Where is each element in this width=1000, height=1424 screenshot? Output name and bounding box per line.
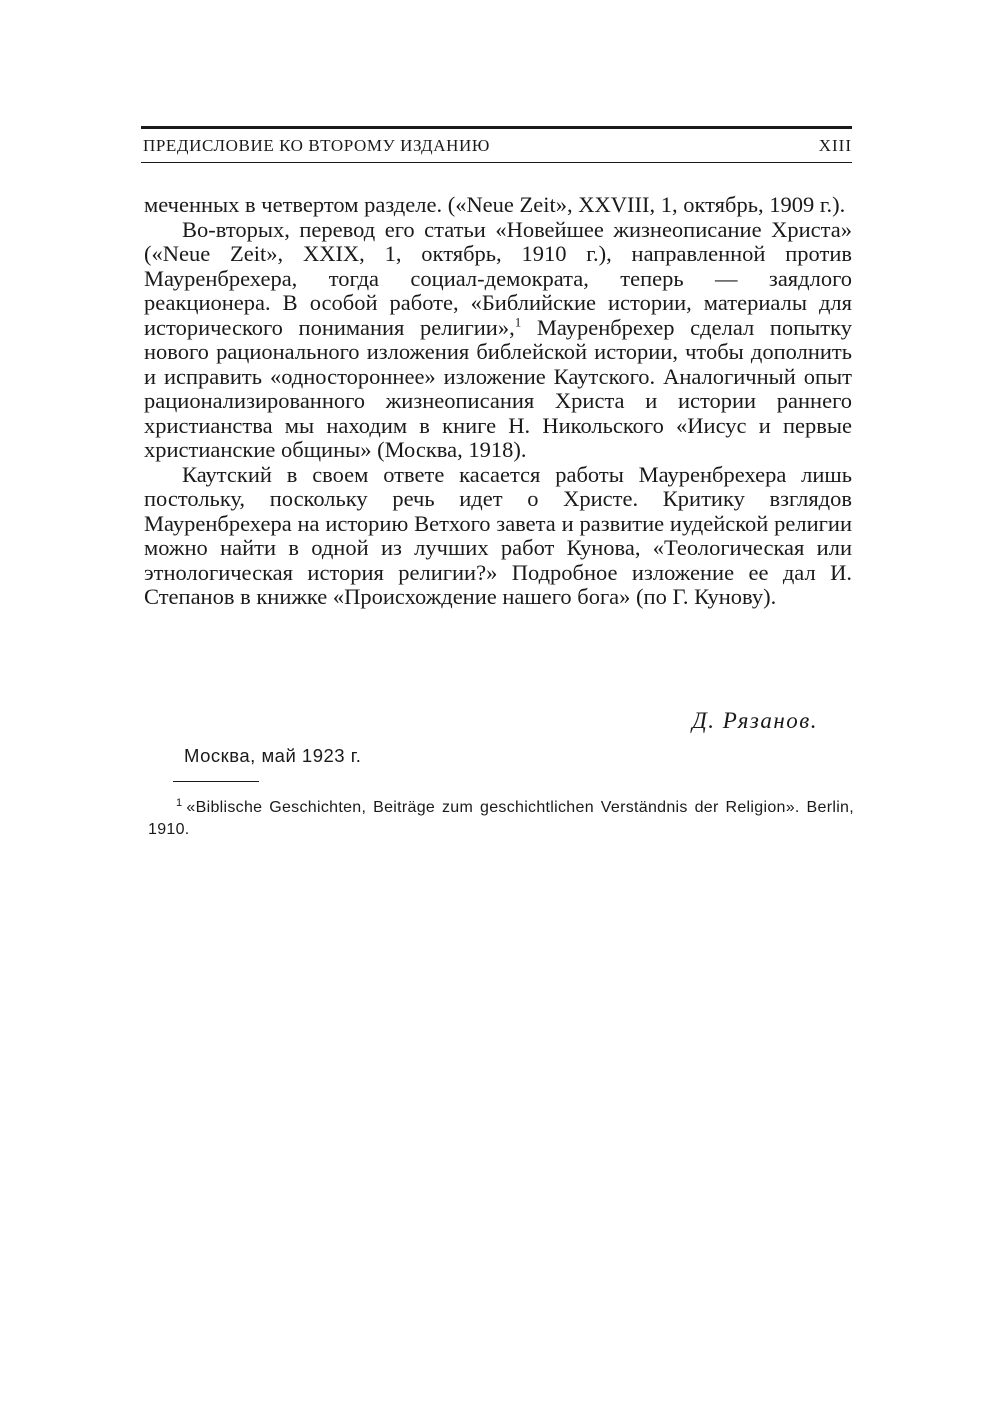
page-number: XIII bbox=[818, 136, 852, 155]
running-title: ПРЕДИСЛОВИЕ КО ВТОРОМУ ИЗДАНИЮ bbox=[143, 136, 490, 155]
body-text bbox=[144, 193, 852, 610]
paragraph-text: Каутский в своем ответе касается работы Мауренбрехера лишь постольку, поскольку речь идет о Христе. Критику взглядов Мауренбрехера на историю Ветхого завета и развитие иудейской религии можно найти в одной из лучших работ Кунова, «Теологическая или этнологическая история религии?» Подробное изложение ее дал И. Степанов в книжке «Происхождение нашего бога» (по Г. Кунову). bbox=[144, 461, 852, 609]
author-signature: Д. Рязанов. bbox=[692, 708, 818, 733]
paragraph-second-point bbox=[144, 218, 852, 463]
paragraph-text: Мауренбрехер сделал попытку нового рационального изложения библейской истории, чтобы дополнить и исправить «одностороннее» изложение Каутского. Аналогичный опыт рационализированного жизнеописания Христа и истории раннего христианства мы находим в книге Н. Никольского «Иисус и первые христианские общины» (Москва, 1918). bbox=[144, 314, 852, 462]
header-rule-top bbox=[141, 126, 852, 129]
footnote-text: «Biblische Geschichten, Beiträge zum geschichtlichen Verständnis der Religion». Berlin, 1910. bbox=[148, 799, 854, 838]
footnote bbox=[148, 797, 854, 841]
paragraph-kautsky-reply bbox=[144, 463, 852, 610]
header-rule-bottom bbox=[141, 162, 852, 163]
paragraph-text: меченных в четвертом разделе. («Neue Zeit», XXVIII, 1, октябрь, 1909 г.). bbox=[144, 192, 846, 217]
footnote-reference: 1 bbox=[514, 314, 522, 329]
paragraph-continued bbox=[144, 193, 852, 218]
paragraph-text: Во-вторых, перевод его статьи «Новейшее жизнеописание Христа» («Neue Zeit», XXIX, 1, октябрь, 1910 г.), направленной против Мауренбрехера, тогда социал-демократа, теперь — заядлого реакционера. В особой работе, «Библийские истории, материалы для исторического понимания религии», bbox=[144, 216, 852, 340]
footnote-separator bbox=[173, 781, 259, 782]
footnote-mark: 1 bbox=[176, 796, 183, 809]
dateline: Москва, май 1923 г. bbox=[184, 745, 362, 766]
running-head bbox=[141, 136, 852, 162]
